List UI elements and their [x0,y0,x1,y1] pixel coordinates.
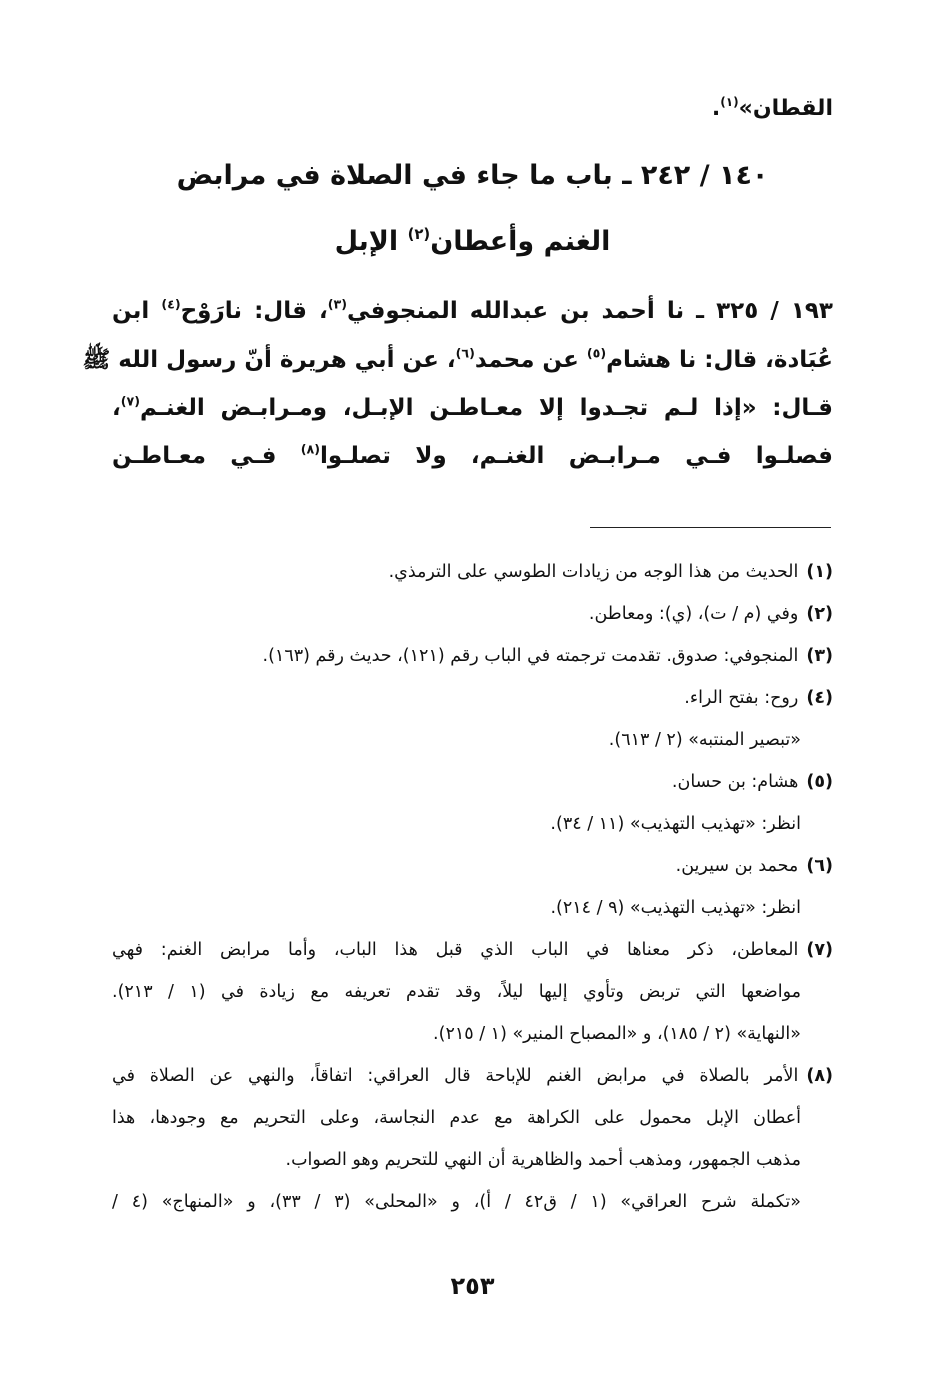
footnote-ref-2[interactable]: (٢) [407,224,431,243]
page-number: ٢٥٣ [450,1272,495,1300]
footnote-3: (٣)المنجوفي: صدوق. تقدمت ترجمته في الباب رقم (١٢١)، حديث رقم (١٦٣). [262,646,833,666]
footnote-ref-1[interactable]: (١) [720,94,739,109]
footnote-4-reference: «تبصير المنتبه» (٢ / ٦١٣). [608,730,801,750]
continuation-line: القطان»$^{(١)}$. [711,94,833,121]
hadith-text-line-2: عُبَادة، قال: نا هشام$^{(٥)}$ عن محمد$^{(٦)}$، عن أبي هريرة أنّ رسول الله ﷺ [82,345,833,373]
hadith-text-line-4: فصلـوا فـي مـرابـض الغنـم، ولا تصلـوا$^{(٨)}$ فـي معـاطـن [112,441,833,469]
footnote-7-reference: «النهاية» (٢ / ١٨٥)، و «المصباح المنير» (١ / ٢١٥). [433,1024,801,1044]
footnote-4: (٤)روح: بفتح الراء. [684,688,833,708]
footnote-8-reference: «تكملة شرح العراقي» (١ / ق٤٢ / أ)، و «المحلى» (٣ / ٣٣)، و «المنهاج» (٤ / [112,1192,801,1212]
footnote-8-line-3: مذهب الجمهور، ومذهب أحمد والظاهرية أن النهي للتحريم وهو الصواب. [285,1150,801,1170]
footnote-ref-7[interactable]: (٧) [120,393,141,409]
footnote-7: (٧)المعاطن، ذكر معناها في الباب الذي قبل هذا الباب، وأما مرابض الغنم: فهي [112,940,833,960]
footnote-8: (٨)الأمر بالصلاة في مرابض الغنم للإباحة قال العراقي: اتفاقاً، والنهي عن الصلاة في [112,1066,833,1086]
footnote-ref-5[interactable]: (٥) [586,345,607,361]
hadith-text-line-3: قـال: «إذا لـم تجـدوا إلا معـاطـن الإبـل، ومـرابـض الغنـم$^{(٧)}$، [112,393,833,421]
footnote-ref-8[interactable]: (٨) [300,441,321,457]
hadith-text-line-1: ١٩٣ / ٣٢٥ ـ نا أحمد بن عبدالله المنجوفي$^{(٣)}$، قال: نارَوْح$^{(٤)}$ ابن [112,296,833,324]
chapter-heading-line-1: ١٤٠ / ٢٤٢ ـ باب ما جاء في الصلاة في مرابض [176,160,769,191]
chapter-heading-line-2: الغنم وأعطان$^{(٢)}$ الإبل [334,224,611,257]
footnote-ref-4[interactable]: (٤) [161,296,181,312]
footnote-ref-3[interactable]: (٣) [327,296,348,312]
footnote-2: (٢)وفي (م / ت)، (ي): ومعاطن. [588,604,833,624]
footnote-6: (٦)محمد بن سيرين. [675,856,833,876]
footnote-8-line-2: أعطان الإبل محمول على الكراهة مع عدم النجاسة، وعلى التحريم مع وجودها، هذا [112,1108,801,1128]
footnote-1: (١)الحديث من هذا الوجه من زيادات الطوسي على الترمذي. [388,562,833,582]
footnote-6-reference: انظر: «تهذيب التهذيب» (٩ / ٢١٤). [550,898,801,918]
footnote-ref-6[interactable]: (٦) [455,345,475,361]
footnote-7-line-2: مواضعها التي تربض وتأوي إليها ليلاً، وقد تقدم تعريفه مع زيادة في (١ / ٢١٣). [112,982,801,1002]
footnote-5-reference: انظر: «تهذيب التهذيب» (١١ / ٣٤). [550,814,801,834]
footnote-separator [590,527,831,528]
footnote-5: (٥)هشام: بن حسان. [671,772,833,792]
